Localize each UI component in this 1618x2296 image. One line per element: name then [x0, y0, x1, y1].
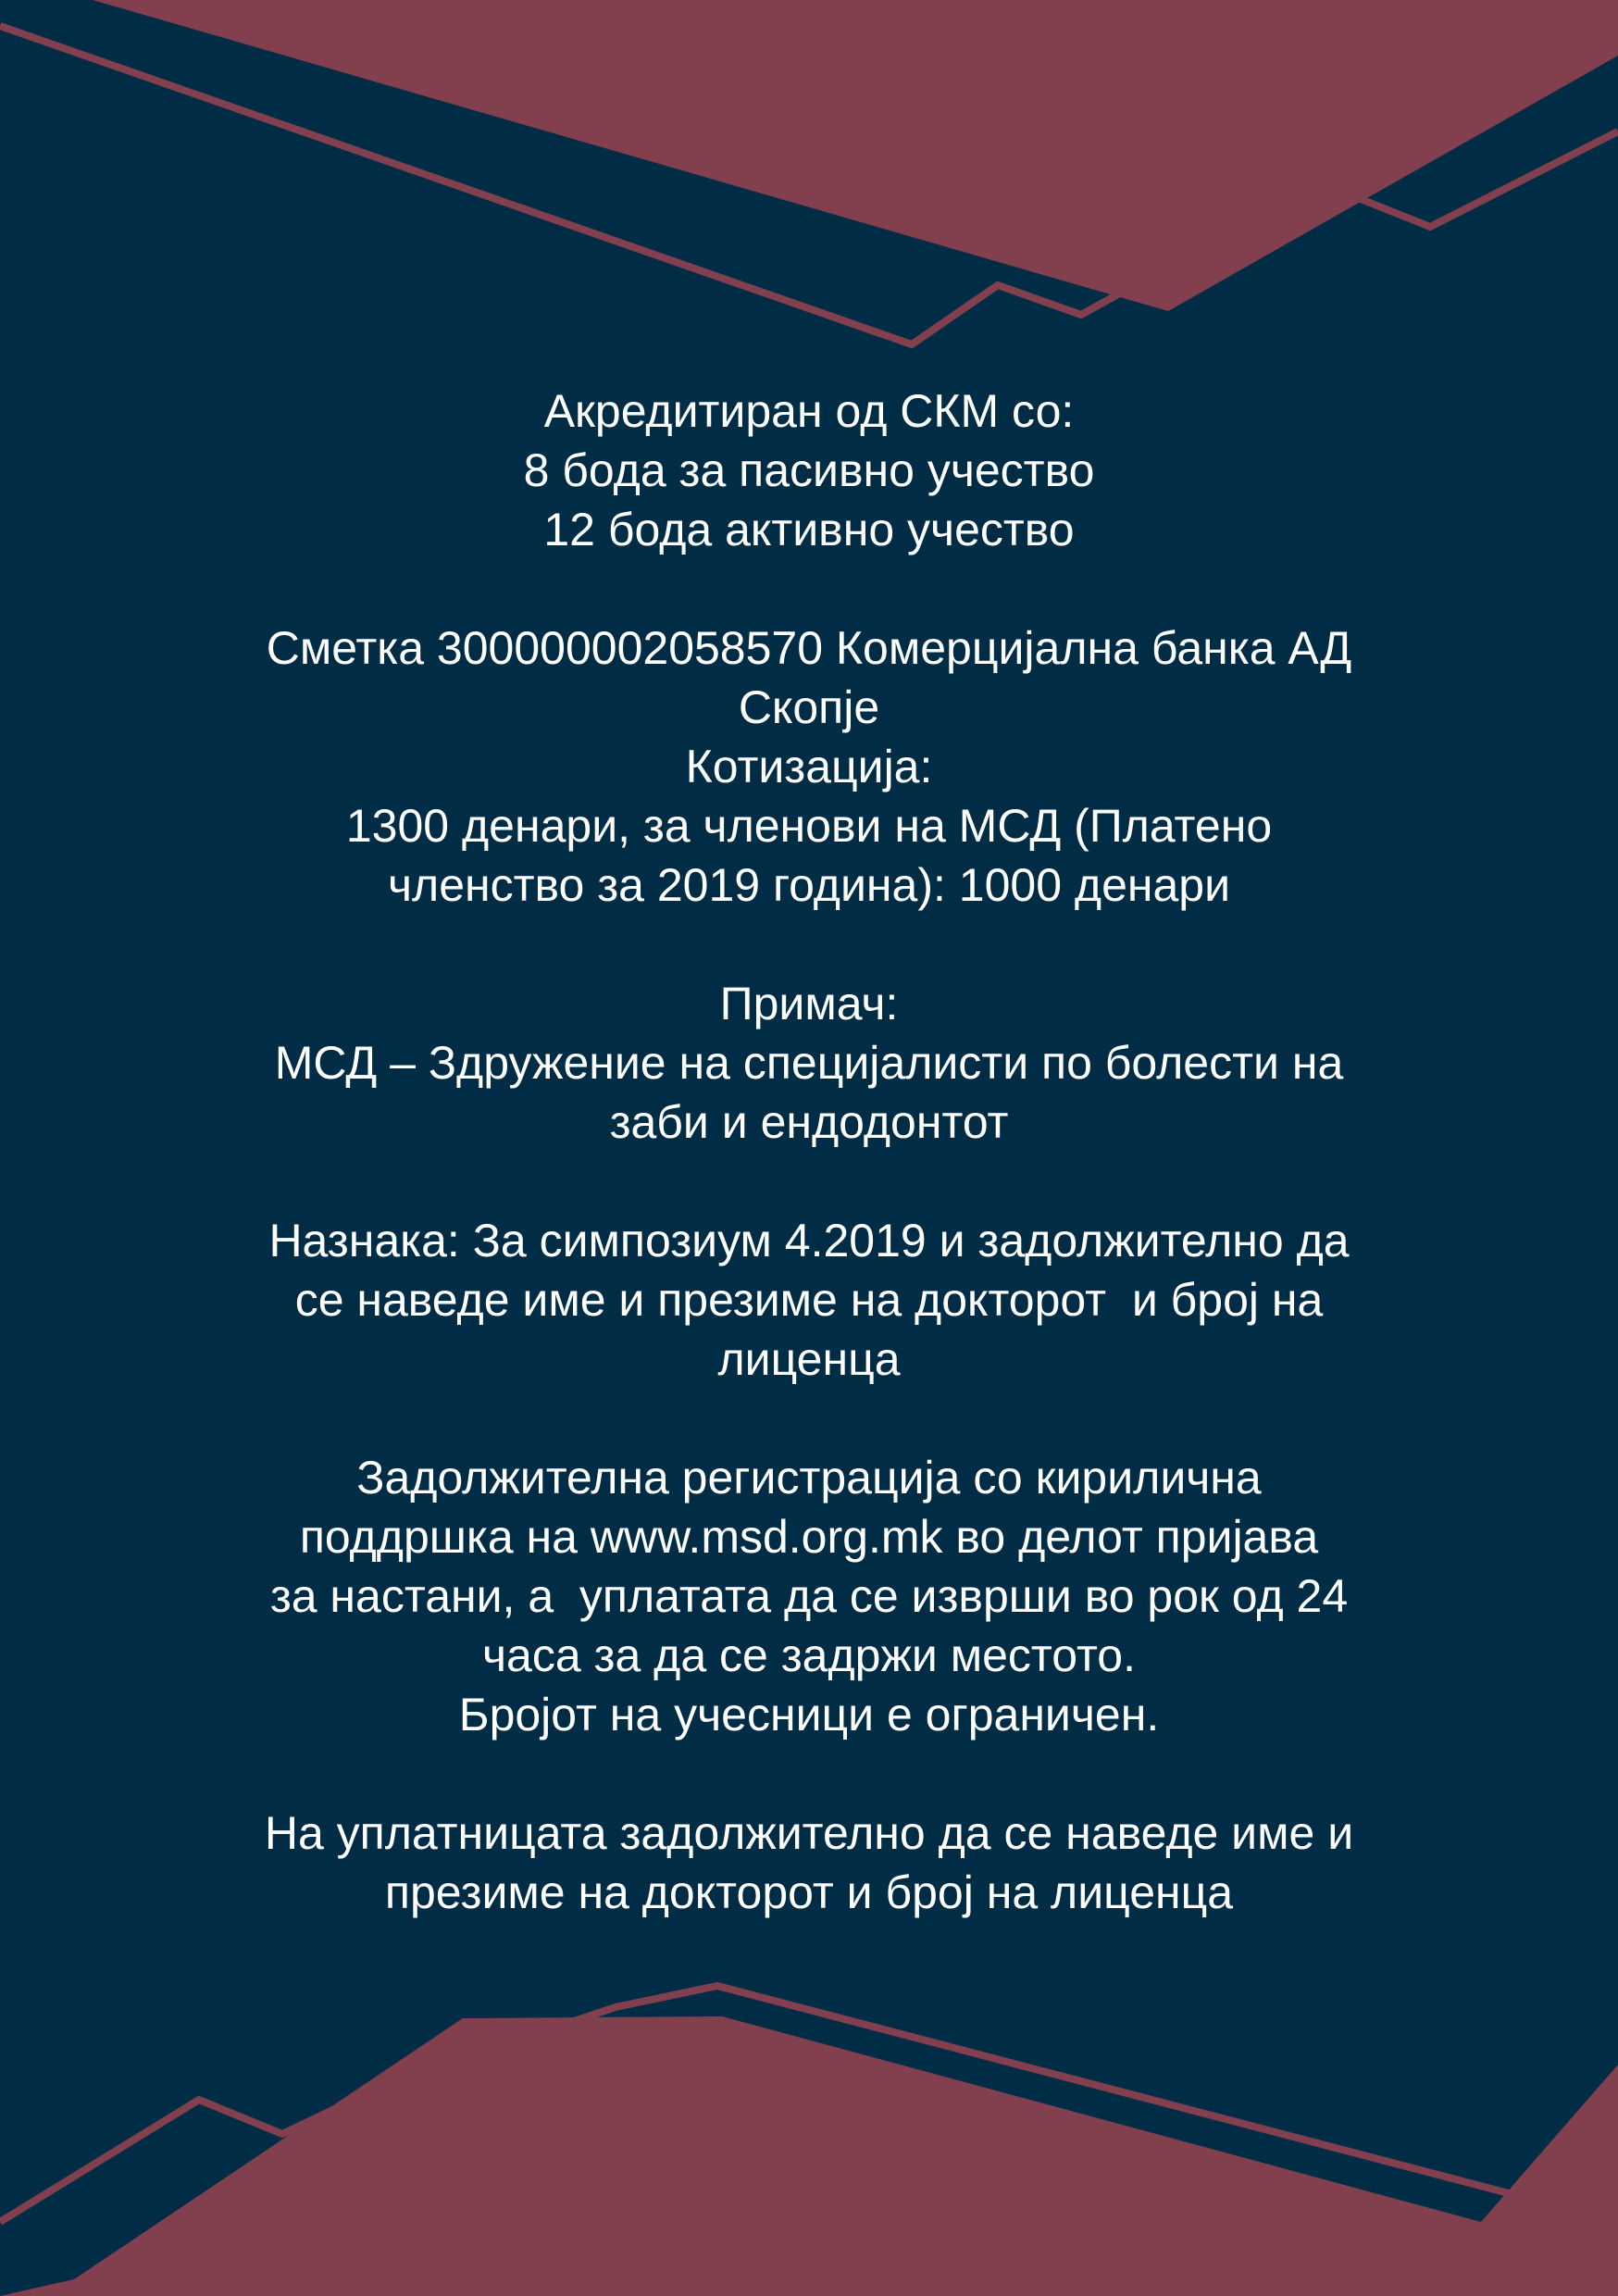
note-line: презиме на докторот и број на лиценца [384, 1866, 1234, 1918]
accreditation-line: 12 бода активно учество [543, 504, 1075, 555]
payment-line: членство за 2019 година): 1000 денари [387, 859, 1231, 911]
note-line: На уплатницата задолжително да се наведе име и [264, 1807, 1354, 1859]
registration-line: поддршка на www.msd.org.mk во делот пријава [299, 1511, 1319, 1563]
registration-line: Задолжителна регистрација со кирилична [356, 1452, 1262, 1504]
registration-line: Бројот на учесници е ограничен. [458, 1689, 1160, 1741]
payment-block [185, 618, 1433, 915]
payment-line: Сметка 300000002058570 Комерцијална банка АД [266, 622, 1352, 674]
payment-line: 1300 денари, за членови на МСД (Платено [345, 800, 1273, 852]
payment-line: Скопје [738, 681, 880, 733]
accreditation-line: Акредитиран од СКМ со: [543, 385, 1075, 437]
purpose-line: Назнака: За симпозиум 4.2019 и задолжително да [268, 1215, 1350, 1267]
recipient-line: Примач: [719, 978, 899, 1029]
payment-line: Котизација: [685, 741, 933, 792]
top-accent-shape [93, 0, 1618, 311]
purpose-block [185, 1211, 1433, 1389]
info-text [185, 381, 1433, 1922]
recipient-block [185, 974, 1433, 1152]
recipient-line: МСД – Здружение на специјалисти по болести на [274, 1037, 1344, 1089]
note-block [185, 1803, 1433, 1922]
purpose-line: лиценца [717, 1333, 901, 1385]
recipient-line: заби и ендодонтот [609, 1096, 1009, 1148]
registration-line: часа за да се задржи местото. [481, 1629, 1136, 1681]
accreditation-block [185, 381, 1433, 559]
registration-line: за настани, а уплатата да се изврши во рок од 24 [269, 1570, 1349, 1622]
registration-block [185, 1448, 1433, 1744]
purpose-line: се наведе име и презиме на докторот и број на [294, 1274, 1324, 1326]
accreditation-line: 8 бода за пасивно учество [523, 444, 1095, 496]
